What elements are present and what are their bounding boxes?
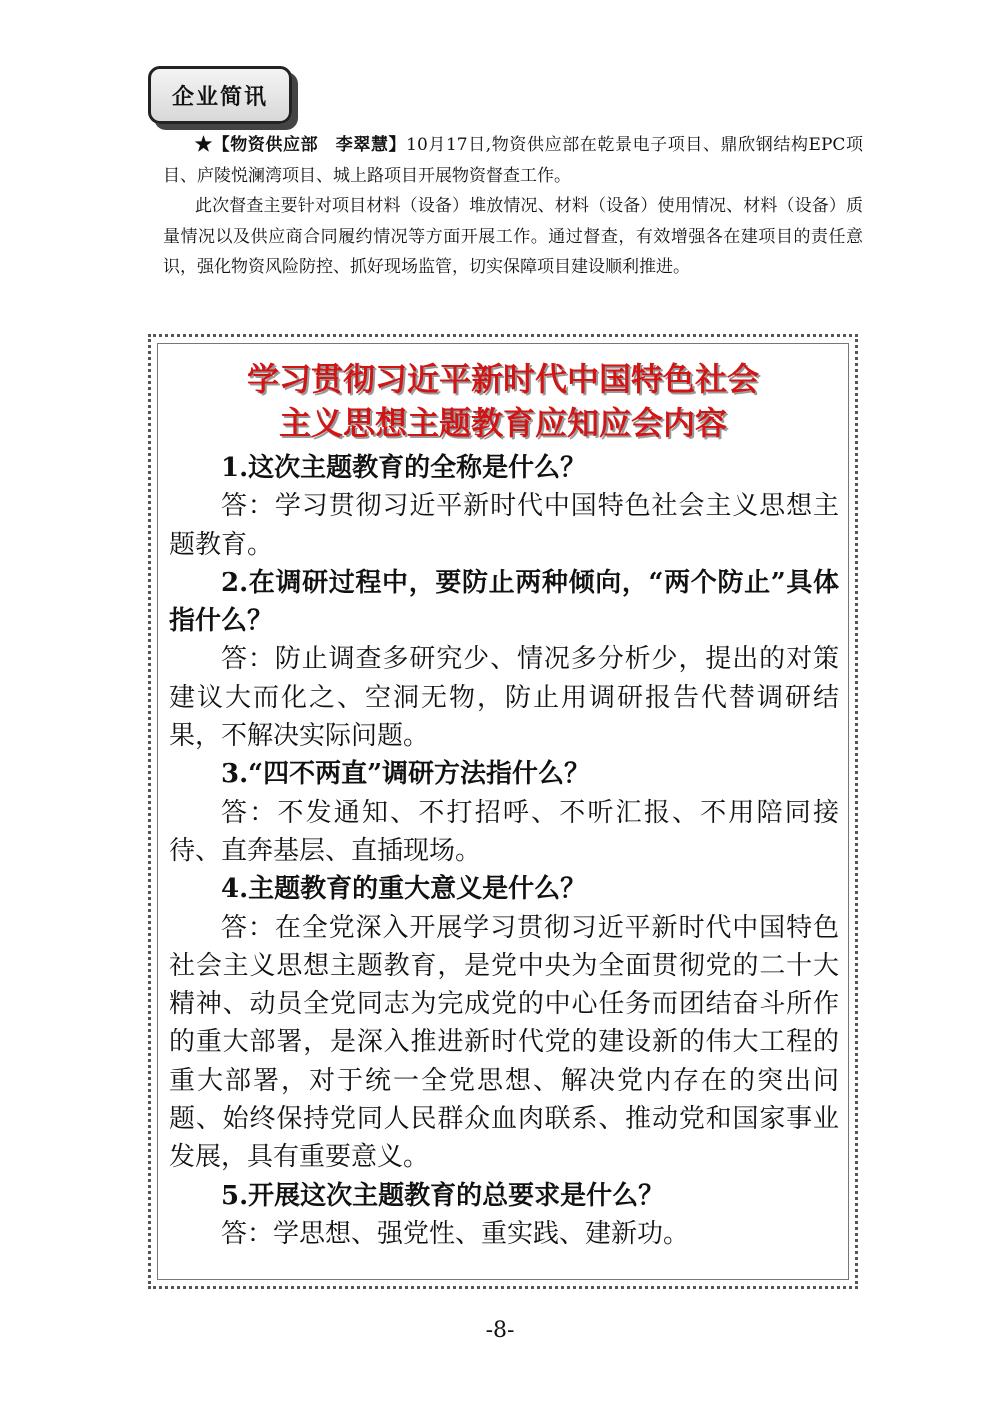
section-tag [148, 66, 292, 124]
answer-5: 答：学思想、强党性、重实践、建新功。 [221, 1218, 690, 1249]
news-paragraph-1 [163, 130, 863, 191]
section-title: 企业简讯 [171, 84, 268, 110]
news-byline: ★【物资供应部 李翠慧】 [195, 135, 407, 155]
question-4: 4.主题教育的重大意义是什么？ [221, 874, 587, 905]
box-title-line-1: 学习贯彻习近平新时代中国特色社会 [246, 360, 759, 398]
box-title [151, 357, 855, 445]
question-3: 3.“四不两直”调研方法指什么？ [221, 759, 591, 790]
news-lead: 10月17日,物资供应部在乾景电子项目、鼎欣钢结构EPC项目、庐陵悦澜湾项目、城上路项目开展物资督查工作。 [163, 135, 863, 186]
question-1: 1.这次主题教育的全称是什么？ [221, 453, 587, 483]
news-paragraph-2: 此次督查主要针对项目材料（设备）堆放情况、材料（设备）使用情况、材料（设备）质量情况以及供应商合同履约情况等方面开展工作。通过督查，有效增强各在建项目的责任意识，强化物资风险防控、抓好现场监管，切实保障项目建设顺利推进。 [163, 196, 863, 277]
news-brief [163, 130, 863, 283]
answer-2: 答：防止调查多研究少、情况多分析少，提出的对策建议大而化之、空洞无物，防止用调研报告代替调研结果，不解决实际问题。 [169, 644, 839, 752]
qa-list [169, 449, 839, 1253]
box-title-line-2: 主义思想主题教育应知应会内容 [278, 404, 727, 442]
answer-3: 答：不发通知、不打招呼、不听汇报、不用陪同接待、直奔基层、直插现场。 [169, 797, 839, 866]
question-5: 5.开展这次主题教育的总要求是什么？ [221, 1180, 665, 1211]
study-content-box [148, 334, 858, 1289]
question-2: 2.在调研过程中，要防止两种倾向，“两个防止”具体指什么？ [169, 567, 839, 637]
answer-4: 答：在全党深入开展学习贯彻习近平新时代中国特色社会主义思想主题教育，是党中央为全面贯彻党的二十大精神、动员全党同志为完成党的中心任务而团结奋斗所作的重大部署，是深入推进新时代党的建设新的伟大工程的重大部署，对于统一全党思想、解决党内存在的突出问题、始终保持党同人民群众血肉联系、推动党和国家事业发展，具有重要意义。 [169, 912, 839, 1173]
answer-1: 答：学习贯彻习近平新时代中国特色社会主义思想主题教育。 [169, 491, 839, 560]
page-number: -8- [485, 1318, 515, 1343]
